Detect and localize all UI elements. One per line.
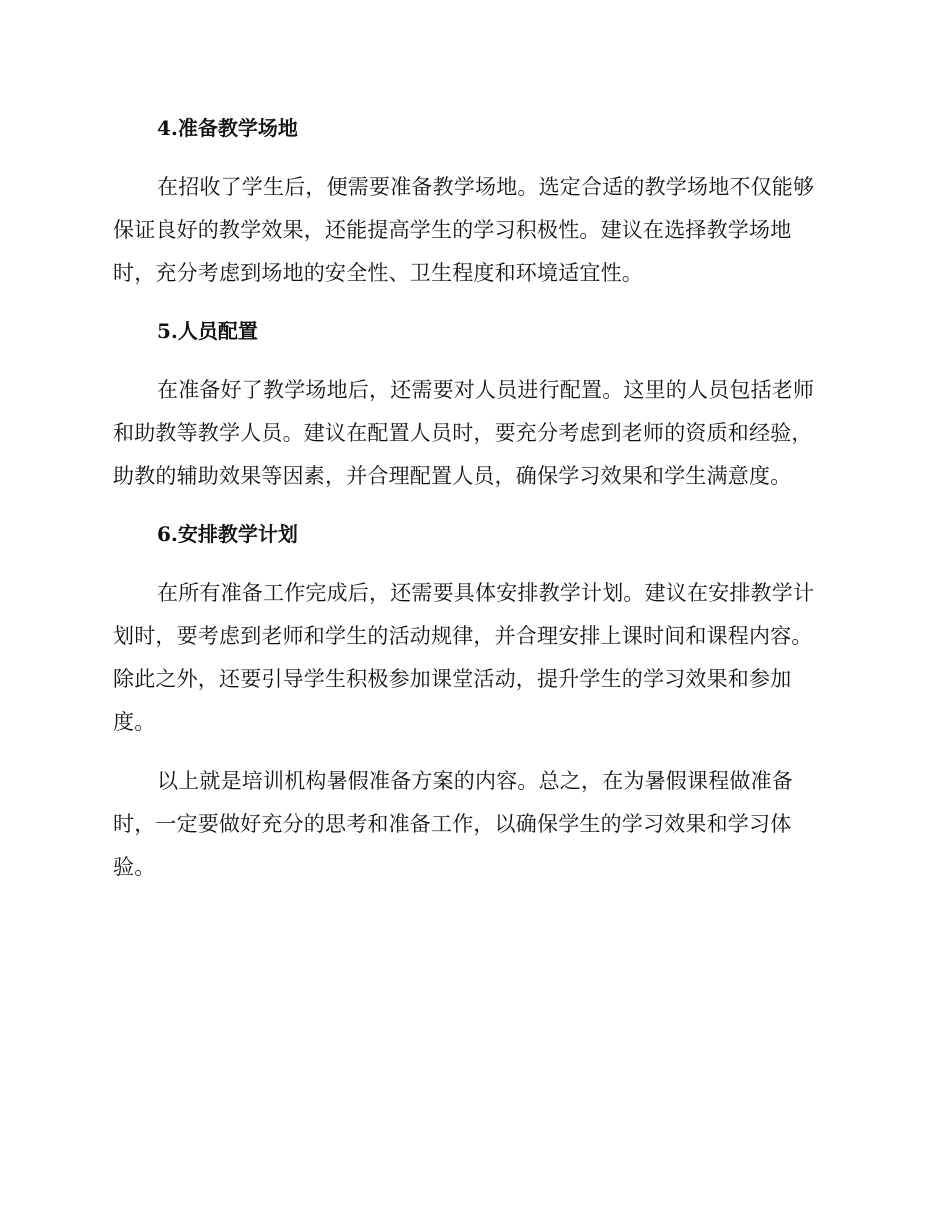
document-body: [113, 108, 833, 889]
section-heading-teaching-plan: 6.安排教学计划: [157, 522, 298, 546]
section-paragraph-teaching-plan: 在所有准备工作完成后，还需要具体安排教学计划。建议在安排教学计划时，要考虑到老师和学生的活动规律，并合理安排上课时间和课程内容。除此之外，还要引导学生积极参加课堂活动，提升学生的学习效果和参加度。: [113, 581, 815, 734]
section-paragraph-teaching-venue: 在招收了学生后，便需要准备教学场地。选定合适的教学场地不仅能够保证良好的教学效果，还能提高学生的学习积极性。建议在选择教学场地时，充分考虑到场地的安全性、卫生程度和环境适宜性。: [113, 175, 815, 285]
section-heading-staffing: 5.人员配置: [157, 319, 258, 343]
conclusion-paragraph: 以上就是培训机构暑假准备方案的内容。总之，在为暑假课程做准备时，一定要做好充分的思考和准备工作，以确保学生的学习效果和学习体验。: [113, 769, 793, 879]
section-paragraph-staffing: 在准备好了教学场地后，还需要对人员进行配置。这里的人员包括老师和助教等教学人员。建议在配置人员时，要充分考虑到老师的资质和经验，助教的辅助效果等因素，并合理配置人员，确保学习效果和学生满意度。: [113, 378, 815, 488]
section-heading-teaching-venue: 4.准备教学场地: [157, 116, 298, 140]
